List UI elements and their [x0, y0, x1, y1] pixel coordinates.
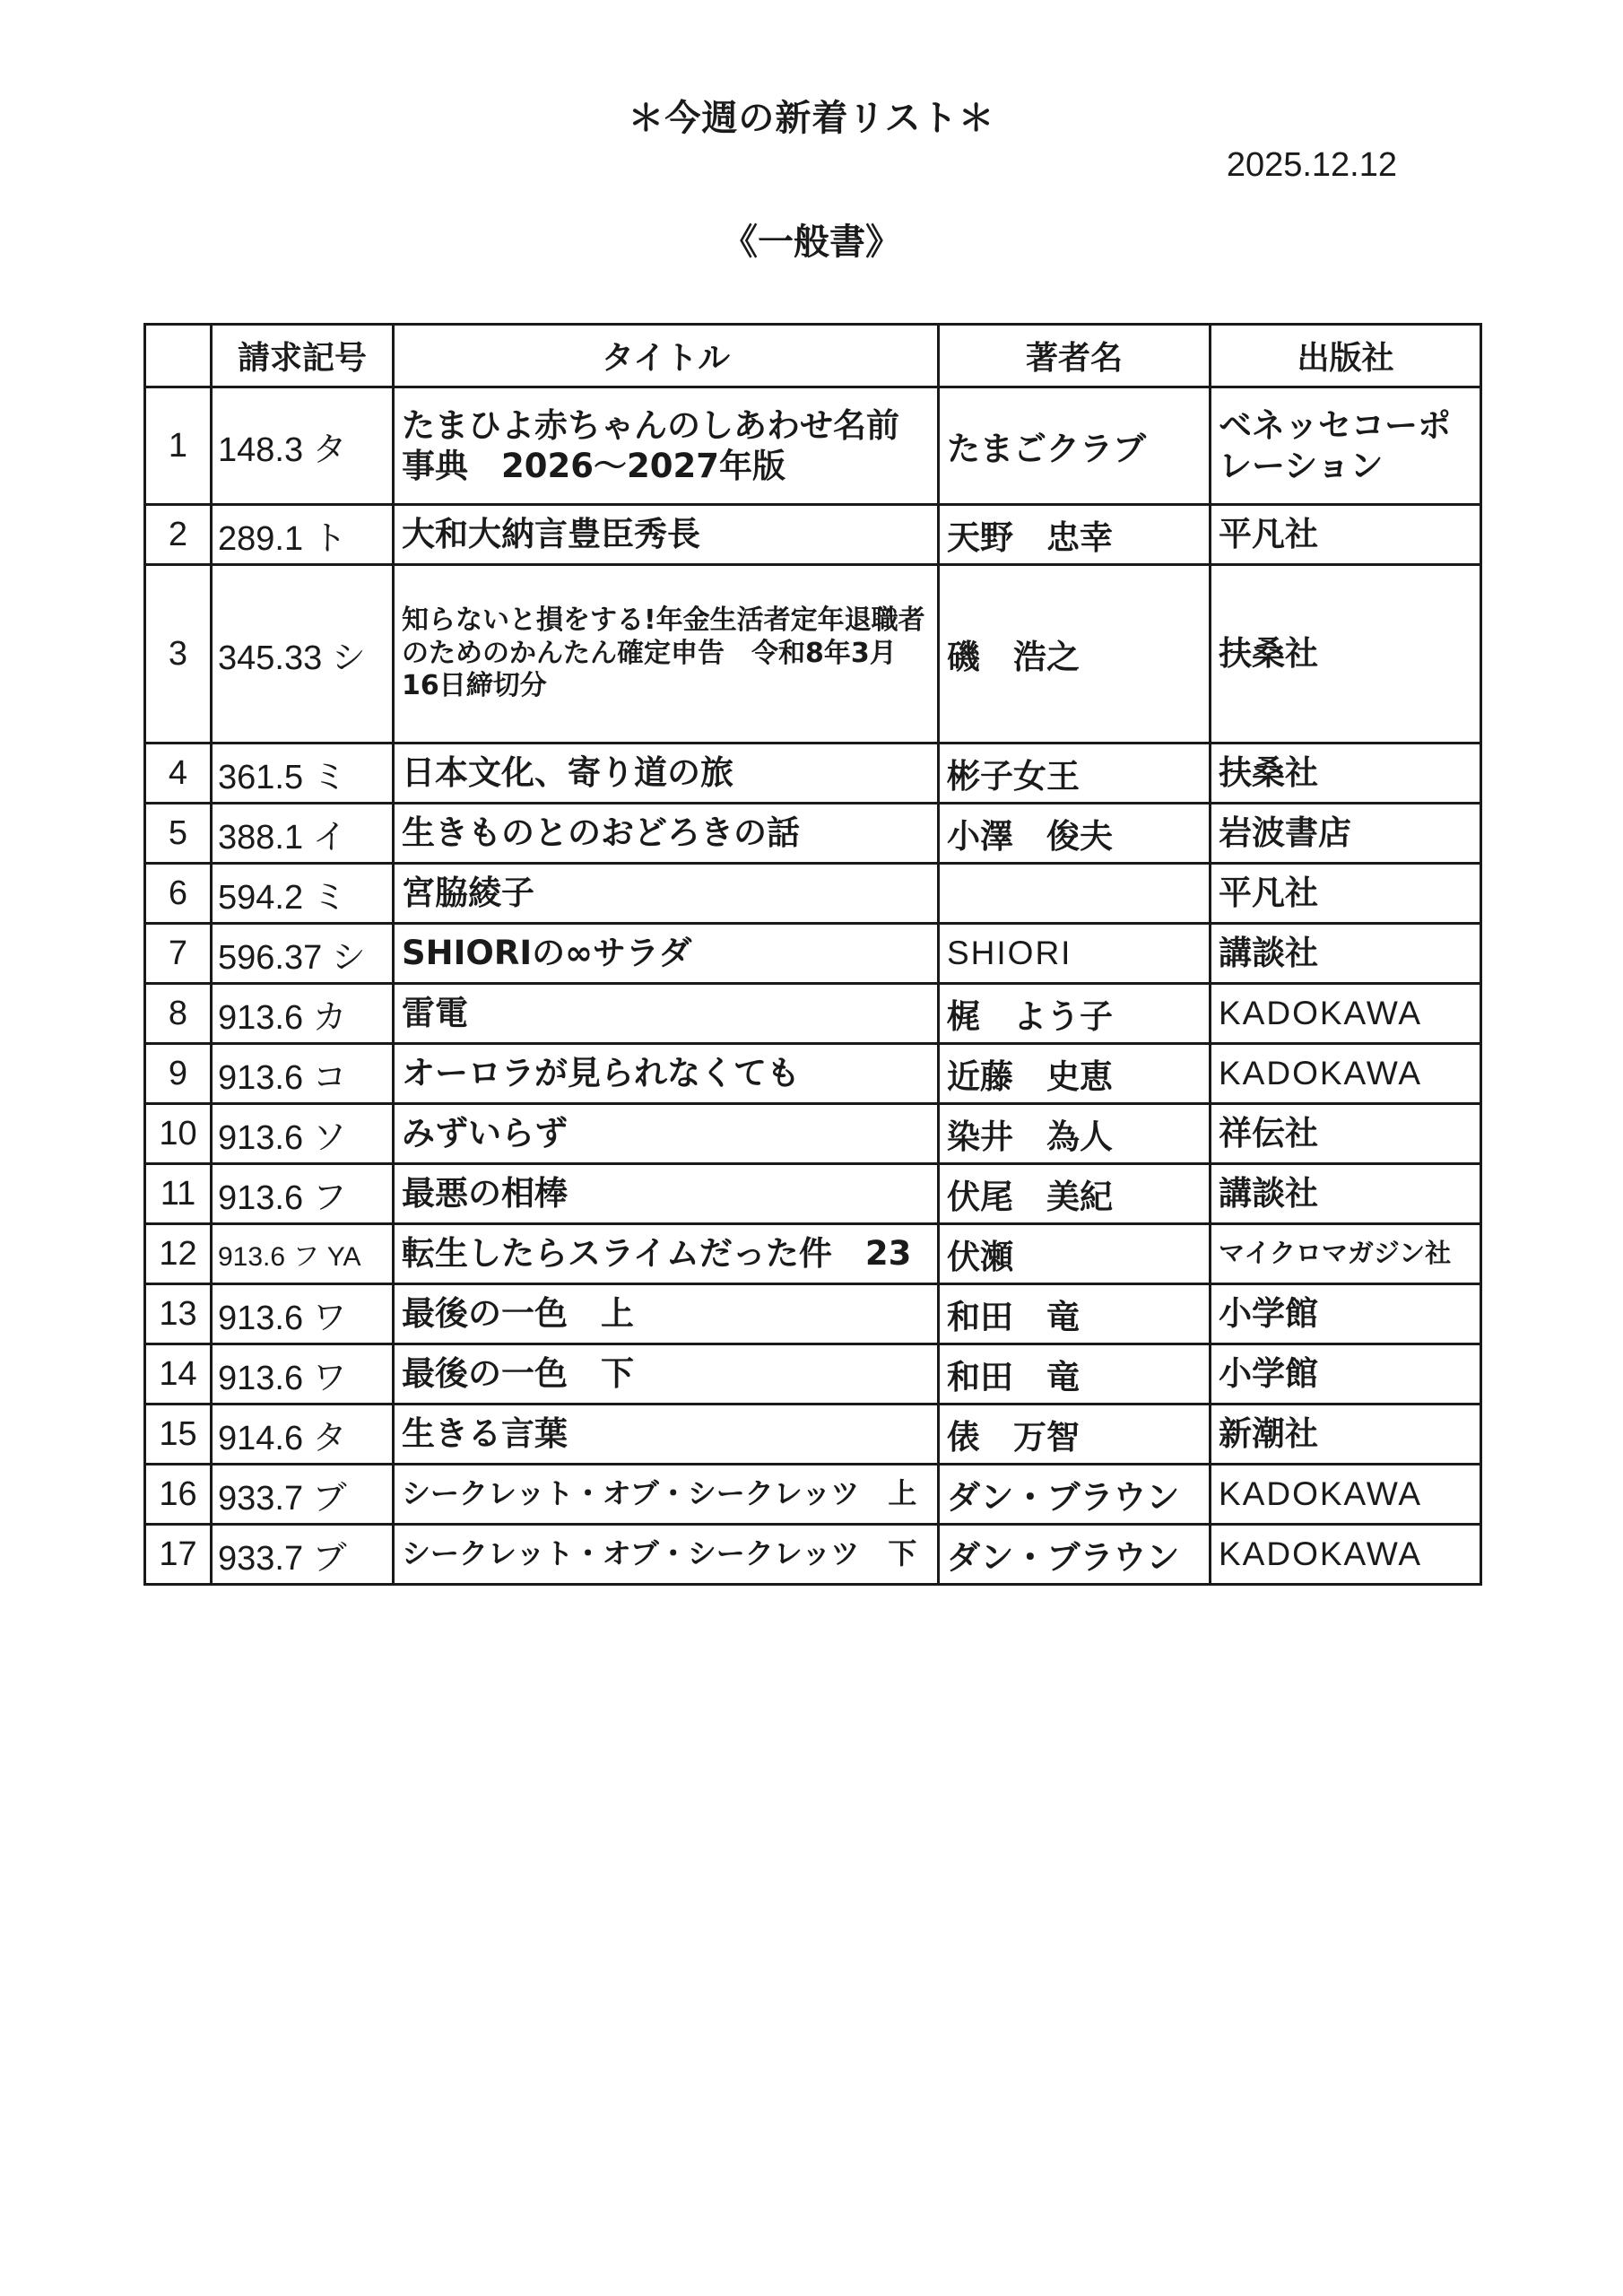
row-number: 9 [145, 1044, 212, 1104]
call-number: 933.7 ブ [212, 1465, 394, 1525]
book-author: ダン・ブラウン [939, 1525, 1211, 1585]
row-number: 10 [145, 1104, 212, 1164]
book-title: 雷電 [394, 984, 939, 1044]
book-author: 伏尾 美紀 [939, 1164, 1211, 1224]
table-row [145, 565, 1481, 744]
book-publisher: マイクロマガジン社 [1211, 1224, 1481, 1284]
row-number: 17 [145, 1525, 212, 1585]
call-number: 345.33 シ [212, 565, 394, 744]
row-number: 14 [145, 1344, 212, 1405]
table-row [145, 1104, 1481, 1164]
book-title: 知らないと損をする!年金生活者定年退職者のためのかんたん確定申告 令和8年3月16日締切分 [394, 565, 939, 744]
book-publisher: 講談社 [1211, 1164, 1481, 1224]
table-row [145, 1405, 1481, 1465]
table-row [145, 744, 1481, 804]
book-author: 俵 万智 [939, 1405, 1211, 1465]
call-number: 913.6 ソ [212, 1104, 394, 1164]
book-title: 大和大納言豊臣秀長 [394, 505, 939, 565]
book-publisher: 扶桑社 [1211, 565, 1481, 744]
table-row [145, 1525, 1481, 1585]
row-number: 4 [145, 744, 212, 804]
table-row [145, 1044, 1481, 1104]
book-publisher: 新潮社 [1211, 1405, 1481, 1465]
call-number: 913.6 フ [212, 1164, 394, 1224]
book-author: 磯 浩之 [939, 565, 1211, 744]
table-row [145, 1224, 1481, 1284]
book-title: 日本文化、寄り道の旅 [394, 744, 939, 804]
call-number: 913.6 カ [212, 984, 394, 1044]
book-publisher: 岩波書店 [1211, 804, 1481, 864]
row-number: 16 [145, 1465, 212, 1525]
row-number: 15 [145, 1405, 212, 1465]
book-author: 彬子女王 [939, 744, 1211, 804]
book-title: オーロラが見られなくても [394, 1044, 939, 1104]
call-number: 913.6 ワ [212, 1344, 394, 1405]
call-number: 148.3 タ [212, 387, 394, 505]
section-title: 《一般書》 [722, 222, 901, 263]
table-row [145, 984, 1481, 1044]
row-number: 5 [145, 804, 212, 864]
table-header-row [145, 325, 1481, 387]
book-title: 宮脇綾子 [394, 864, 939, 924]
row-number: 2 [145, 505, 212, 565]
book-author: SHIORI [939, 924, 1211, 984]
table-row [145, 1164, 1481, 1224]
table-row [145, 924, 1481, 984]
call-number: 913.6 ワ [212, 1284, 394, 1344]
call-number: 914.6 タ [212, 1405, 394, 1465]
row-number: 6 [145, 864, 212, 924]
book-author: 近藤 史恵 [939, 1044, 1211, 1104]
header-author: 著者名 [939, 325, 1211, 387]
book-publisher: KADOKAWA [1211, 1044, 1481, 1104]
row-number: 11 [145, 1164, 212, 1224]
call-number: 361.5 ミ [212, 744, 394, 804]
page-title: ＊今週の新着リスト＊ [628, 98, 995, 139]
row-number: 3 [145, 565, 212, 744]
book-publisher: KADOKAWA [1211, 1525, 1481, 1585]
table-row [145, 1344, 1481, 1405]
table-row [145, 804, 1481, 864]
header-number [145, 325, 212, 387]
call-number: 933.7 ブ [212, 1525, 394, 1585]
row-number: 12 [145, 1224, 212, 1284]
book-publisher: 小学館 [1211, 1344, 1481, 1405]
book-author: 染井 為人 [939, 1104, 1211, 1164]
book-author: 天野 忠幸 [939, 505, 1211, 565]
row-number: 1 [145, 387, 212, 505]
row-number: 8 [145, 984, 212, 1044]
list-date: 2025.12.12 [1226, 146, 1397, 184]
header-call-number: 請求記号 [212, 325, 394, 387]
book-publisher: 平凡社 [1211, 864, 1481, 924]
table-row [145, 387, 1481, 505]
book-publisher: 小学館 [1211, 1284, 1481, 1344]
book-author: ダン・ブラウン [939, 1465, 1211, 1525]
book-title: シークレット・オブ・シークレッツ 下 [394, 1525, 939, 1585]
call-number: 913.6 フ YA [212, 1224, 394, 1284]
book-title: たまひよ赤ちゃんのしあわせ名前事典 2026～2027年版 [394, 387, 939, 505]
table-row [145, 864, 1481, 924]
book-title: みずいらず [394, 1104, 939, 1164]
table-row [145, 1465, 1481, 1525]
book-title: 生きものとのおどろきの話 [394, 804, 939, 864]
book-title: 最後の一色 下 [394, 1344, 939, 1405]
book-title: 最後の一色 上 [394, 1284, 939, 1344]
book-title: 最悪の相棒 [394, 1164, 939, 1224]
table-row [145, 1284, 1481, 1344]
row-number: 7 [145, 924, 212, 984]
call-number: 388.1 イ [212, 804, 394, 864]
call-number: 289.1 ト [212, 505, 394, 565]
book-title: SHIORIの∞サラダ [394, 924, 939, 984]
book-author: 和田 竜 [939, 1344, 1211, 1405]
book-title: 転生したらスライムだった件 23 [394, 1224, 939, 1284]
call-number: 594.2 ミ [212, 864, 394, 924]
book-author: たまごクラブ [939, 387, 1211, 505]
call-number: 913.6 コ [212, 1044, 394, 1104]
header-title: タイトル [394, 325, 939, 387]
header-publisher: 出版社 [1211, 325, 1481, 387]
book-author: 伏瀬 [939, 1224, 1211, 1284]
new-books-table [143, 323, 1482, 1586]
call-number: 596.37 シ [212, 924, 394, 984]
book-author: 梶 よう子 [939, 984, 1211, 1044]
book-author: 小澤 俊夫 [939, 804, 1211, 864]
book-title: シークレット・オブ・シークレッツ 上 [394, 1465, 939, 1525]
book-publisher: 講談社 [1211, 924, 1481, 984]
book-publisher: 平凡社 [1211, 505, 1481, 565]
book-author [939, 864, 1211, 924]
book-title: 生きる言葉 [394, 1405, 939, 1465]
book-publisher: 扶桑社 [1211, 744, 1481, 804]
book-publisher: KADOKAWA [1211, 984, 1481, 1044]
book-author: 和田 竜 [939, 1284, 1211, 1344]
book-publisher: 祥伝社 [1211, 1104, 1481, 1164]
row-number: 13 [145, 1284, 212, 1344]
table-row [145, 505, 1481, 565]
book-publisher: ベネッセコーポレーション [1211, 387, 1481, 505]
book-publisher: KADOKAWA [1211, 1465, 1481, 1525]
